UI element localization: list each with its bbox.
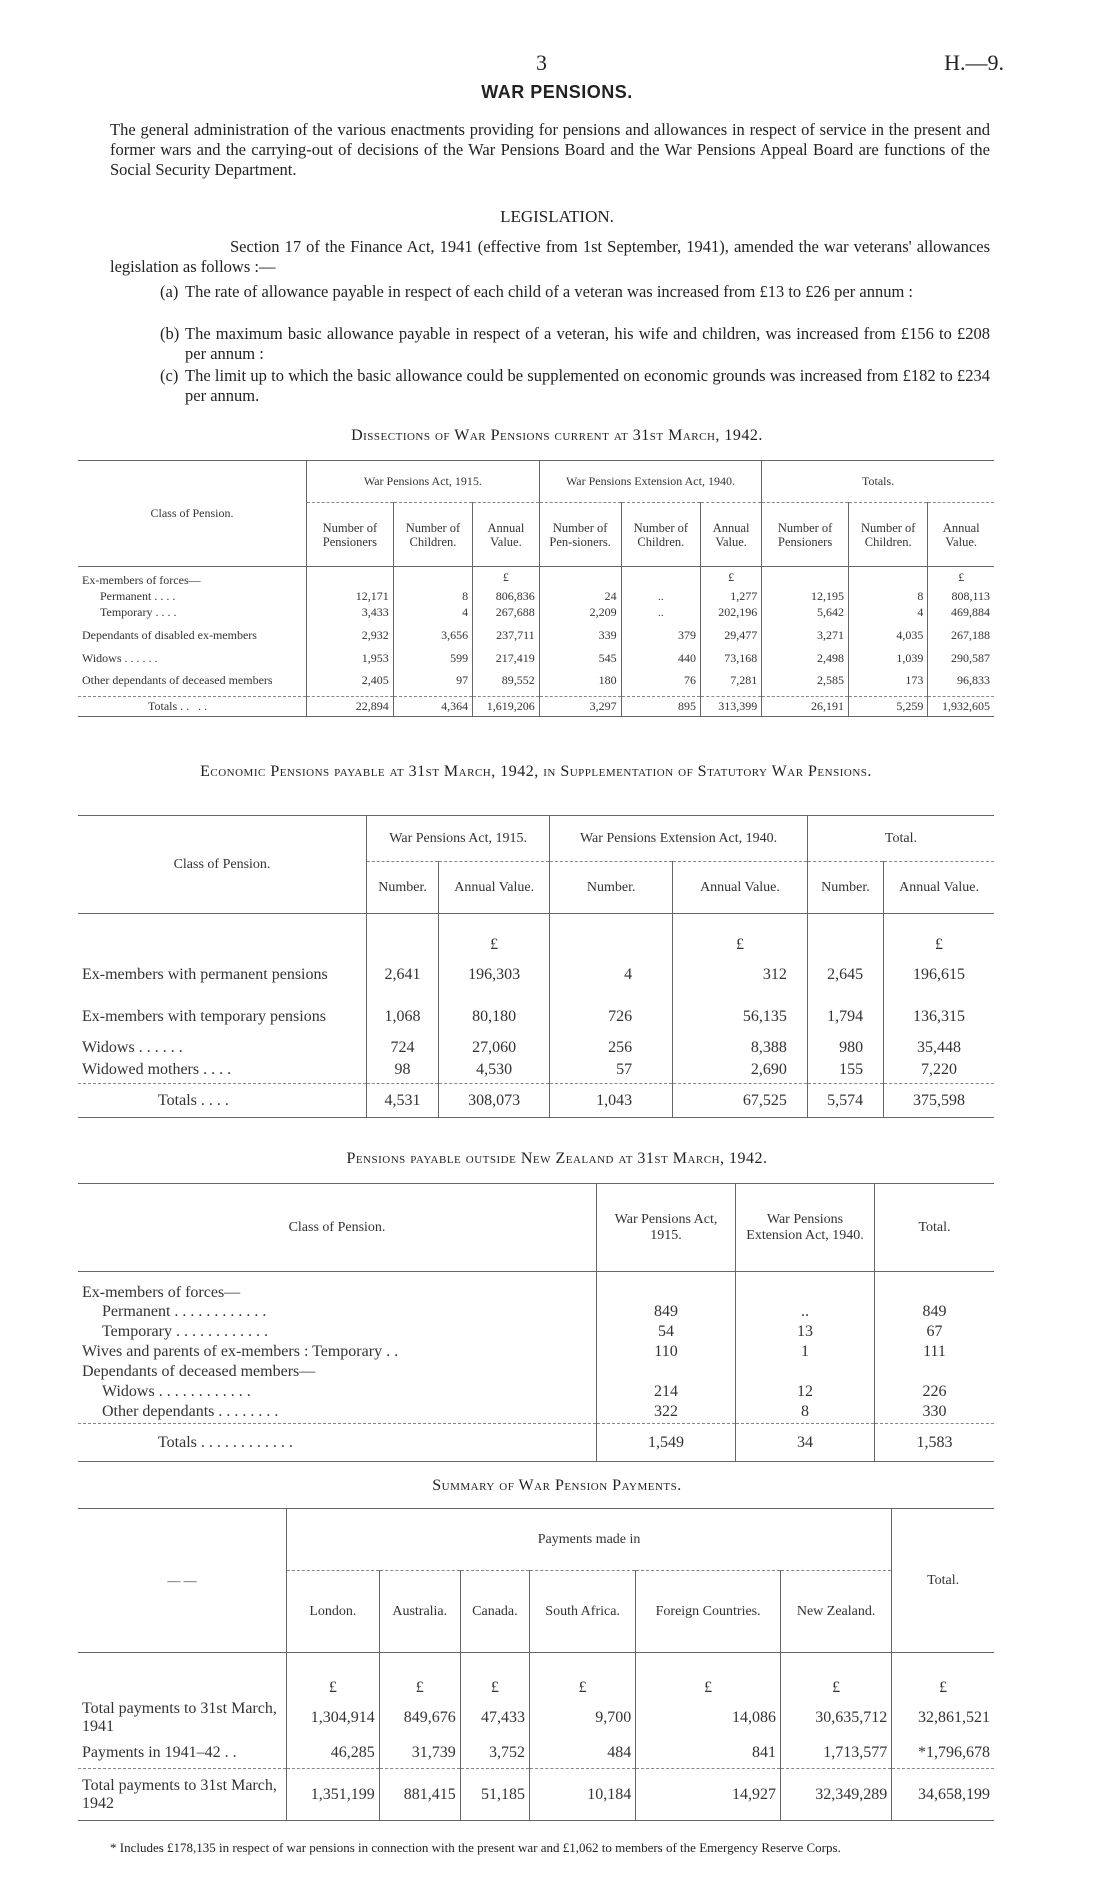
table-row: Widows . . . . . . 724 27,060 256 8,388 980 35,448 xyxy=(78,1038,994,1058)
outside-nz-table: Class of Pension. War Pensions Act, 1915. War Pensions Extension Act, 1940. Total. Ex-members of forces— Permanent . . . . . . . . . . . . 849 .. 849 Temporary . . . . . . . . . . . . 54 13 67 Wives and parents of ex-members : Temporary . . 110 1 111 Dependants of deceased members— Widows . . . . . . . . . . . . 214 12 226 Other dependants . . . . . . . . 322 8 330 Totals . . . . . . . . . . . . 1,549 34 1,583 xyxy=(78,1183,994,1462)
table-row: Widows . . . . . . 1,953 599 217,419 545 440 73,168 2,498 1,039 290,587 xyxy=(78,650,994,666)
total-header: Total. xyxy=(892,1509,994,1653)
col-children: Number of Children. xyxy=(621,503,700,567)
totals-row: Total payments to 31st March, 1942 1,351,199 881,415 51,185 10,184 14,927 32,349,289 34,658,199 xyxy=(78,1769,994,1821)
table-row: Other dependants . . . . . . . . 322 8 330 xyxy=(78,1402,994,1424)
item-text: The limit up to which the basic allowance could be supplemented on economic grounds was increased from £182 to £234 per annum. xyxy=(185,366,990,405)
table-row: Other dependants of deceased members 2,405 97 89,552 180 76 7,281 2,585 173 96,833 xyxy=(78,666,994,696)
totals-row: Totals . . . . 4,531 308,073 1,043 67,525 5,574 375,598 xyxy=(78,1084,994,1118)
economic-pensions-table: Class of Pension. War Pensions Act, 1915. War Pensions Extension Act, 1940. Total. Number. Annual Value. Number. Annual Value. Number. Annual Value. £ £ £ Ex-members with permanent pensions 2,641 196,303 4 312 2,645 196,615 Ex-members with temporary pensions 1,068 80,180 726 56,135 1,794 136,315 Widows . . . . . . 724 27,060 256 8,388 980 35,448 Widowed mothers . . . . 98 4,530 57 2,690 155 7,220 Totals . . . . 4,531 308,073 1,043 67,525 5,574 375,598 xyxy=(78,815,994,1118)
table-row: Temporary . . . . 3,433 4 267,688 2,209 .. 202,196 5,642 4 469,884 xyxy=(78,604,994,620)
group-header-1940: War Pensions Extension Act, 1940. xyxy=(539,461,762,503)
table2-caption: Economic Pensions payable at 31st March, 1942, in Supplementation of Statutory War Pensions. xyxy=(200,763,872,780)
group-header-1915: War Pensions Act, 1915. xyxy=(307,461,540,503)
page-title: WAR PENSIONS. xyxy=(481,82,633,102)
table-row: Ex-members with permanent pensions 2,641 196,303 4 312 2,645 196,615 xyxy=(78,954,994,996)
item-label: (c) xyxy=(160,366,179,385)
col-pensioners: Number of Pensioners xyxy=(307,503,394,567)
table-row: Permanent . . . . . . . . . . . . 849 .. 849 xyxy=(78,1302,994,1322)
legislation-heading: LEGISLATION. xyxy=(500,207,614,226)
group-header-total: Total. xyxy=(807,816,994,862)
col-children: Number of Children. xyxy=(393,503,472,567)
table-row: Wives and parents of ex-members : Temporary . . 110 1 111 xyxy=(78,1342,994,1362)
col-value: Annual Value. xyxy=(473,503,540,567)
col-pensioners: Number of Pen-sioners. xyxy=(539,503,621,567)
pound-sign: £ xyxy=(928,567,994,589)
table-row: Permanent . . . . 12,171 8 806,836 24 .. 1,277 12,195 8 808,113 xyxy=(78,588,994,604)
table-row: Widows . . . . . . . . . . . . 214 12 226 xyxy=(78,1382,994,1402)
table-row: Ex-members with temporary pensions 1,068 80,180 726 56,135 1,794 136,315 xyxy=(78,996,994,1038)
group-header-1940: War Pensions Extension Act, 1940. xyxy=(550,816,808,862)
page-number: 3 xyxy=(536,50,547,75)
table-row: Widowed mothers . . . . 98 4,530 57 2,690 155 7,220 xyxy=(78,1058,994,1084)
group-header: Payments made in xyxy=(287,1509,892,1571)
table3-caption: Pensions payable outside New Zealand at 31st March, 1942. xyxy=(346,1150,768,1167)
class-header: Class of Pension. xyxy=(288,1219,386,1235)
table4-caption: Summary of War Pension Payments. xyxy=(432,1477,682,1494)
col-children: Number of Children. xyxy=(848,503,927,567)
item-label: (b) xyxy=(160,324,180,343)
totals-row: Totals . . . . . . . . . . . . 1,549 34 1,583 xyxy=(78,1424,994,1462)
intro-paragraph: The general administration of the various enactments providing for pensions and allowances in respect of service in the present and former wars and the carrying-out of decisions of the War Pensions Board and the War Pensions Appeal Board are functions of the Social Security Department. xyxy=(110,120,990,179)
table-row: Temporary . . . . . . . . . . . . 54 13 67 xyxy=(78,1322,994,1342)
footnote: * Includes £178,135 in respect of war pensions in connection with the present war and £1,062 to members of the Emergency Reserve Corps. xyxy=(110,1840,841,1855)
class-header: Class of Pension. xyxy=(78,816,367,914)
col-value: Annual Value. xyxy=(928,503,994,567)
class-header: Class of Pension. xyxy=(78,461,307,567)
table-row: Dependants of disabled ex-members 2,932 3,656 237,711 339 379 29,477 3,271 4,035 267,188 xyxy=(78,620,994,650)
dissections-table xyxy=(78,460,994,717)
group-header-totals: Totals. xyxy=(762,461,994,503)
summary-payments-table: — — Payments made in Total. London. Australia. Canada. South Africa. Foreign Countries. New Zealand. £ £ £ £ £ £ £ Total payments to 31st March, 1941 1,304,914 849,676 47,433 9,700 14,086 30,635,712 32,861,521 Payments in 1941–42 . . 46,285 31,739 3,752 484 841 1,713,577 *1,796,678 Total payments to 31st March, 1942 1,351,199 881,415 51,185 10,184 14,927 32,349,289 34,658,199 xyxy=(78,1508,994,1821)
item-text: The maximum basic allowance payable in respect of a veteran, his wife and children, was increased from £156 to £208 per annum : xyxy=(185,324,990,363)
group-header-1915: War Pensions Act, 1915. xyxy=(367,816,550,862)
item-label: (a) xyxy=(160,282,179,301)
item-text: The rate of allowance payable in respect of each child of a veteran was increased from £13 to £26 per annum : xyxy=(185,282,913,301)
group-row-label: Ex-members of forces— xyxy=(82,573,201,587)
totals-row: Totals . . . . 22,894 4,364 1,619,206 3,297 895 313,399 26,191 5,259 1,932,605 xyxy=(78,696,994,716)
legislation-item-c xyxy=(160,366,990,406)
table1-caption: Dissections of War Pensions current at 31st March, 1942. xyxy=(351,427,763,444)
legislation-paragraph: Section 17 of the Finance Act, 1941 (effective from 1st September, 1941), amended the war veterans' allowances legislation as follows :— xyxy=(110,237,990,276)
table-row: Total payments to 31st March, 1941 1,304,914 849,676 47,433 9,700 14,086 30,635,712 32,861,521 xyxy=(78,1697,994,1739)
col-pensioners: Number of Pensioners xyxy=(762,503,849,567)
document-reference: H.—9. xyxy=(944,50,1004,75)
pound-sign: £ xyxy=(473,567,540,589)
legislation-item-b xyxy=(160,324,990,364)
pound-sign: £ xyxy=(701,567,762,589)
legislation-item-a xyxy=(160,282,990,302)
col-value: Annual Value. xyxy=(701,503,762,567)
table-row: Payments in 1941–42 . . 46,285 31,739 3,752 484 841 1,713,577 *1,796,678 xyxy=(78,1739,994,1769)
